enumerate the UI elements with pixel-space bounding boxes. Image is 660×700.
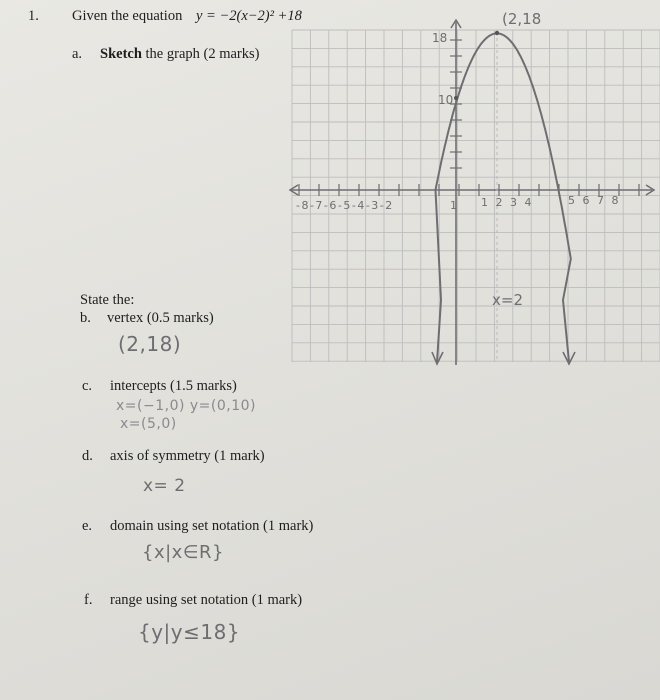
part-a-bold: Sketch: [100, 46, 142, 62]
part-c-answer-line2: x=(5,0): [120, 416, 177, 432]
x-tick-label-neg-one: 1: [450, 199, 457, 212]
part-e-text: domain using set notation (1 mark): [110, 518, 314, 534]
vertex-point: [495, 31, 499, 35]
part-b-text: vertex (0.5 marks): [107, 310, 214, 326]
question-prompt: Given the equation: [72, 8, 183, 24]
x-tick-labels-negative: -8-7-6-5-4-3-2: [296, 199, 394, 212]
part-a-letter: a.: [72, 46, 83, 62]
vertex-label: (2,18: [502, 10, 542, 28]
part-f-letter: f.: [84, 592, 93, 608]
part-b-answer: (2,18): [118, 332, 182, 356]
part-c-text: intercepts (1.5 marks): [110, 378, 237, 394]
part-f-answer: {y|y≤18}: [138, 620, 241, 644]
state-heading: State the:: [80, 292, 135, 308]
part-c-letter: c.: [82, 378, 93, 394]
y-label-10: 10: [438, 93, 454, 107]
x-tick-labels-positive-b: 5 6 7 8: [568, 194, 621, 207]
part-e-answer: {x|x∈R}: [142, 542, 224, 563]
part-d-text: axis of symmetry (1 mark): [110, 448, 265, 464]
y-intercept-point: [454, 96, 458, 100]
part-e-letter: e.: [82, 518, 93, 534]
question-number: 1.: [28, 8, 39, 24]
x-tick-labels-positive-a: 1 2 3 4: [481, 196, 534, 209]
y-label-18: 18: [432, 31, 448, 45]
part-b-letter: b.: [80, 310, 91, 326]
part-f-text: range using set notation (1 mark): [110, 592, 303, 608]
aos-label: x=2: [492, 291, 523, 309]
question-equation: y = −2(x−2)² +18: [196, 8, 302, 24]
graph-ticks: [299, 40, 639, 196]
part-d-letter: d.: [82, 448, 93, 464]
part-c-answer-line1: x=(−1,0) y=(0,10): [116, 398, 256, 414]
part-d-answer: x= 2: [143, 476, 186, 496]
part-a-text: the graph (2 marks): [145, 46, 260, 62]
